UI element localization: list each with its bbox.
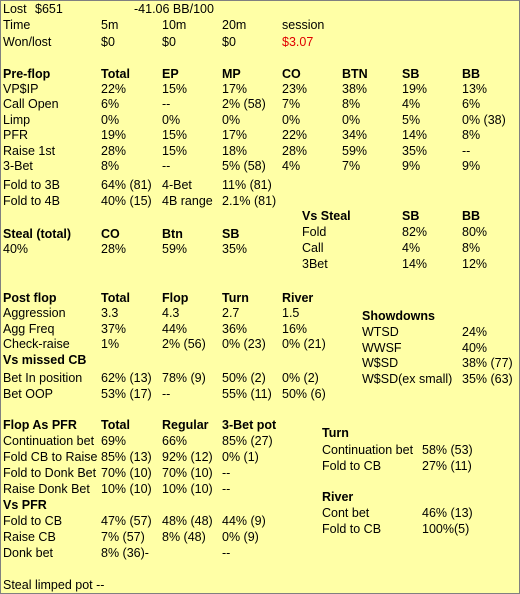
preflop-stat-value: 15% <box>162 82 188 96</box>
preflop-stat-value: 5% <box>402 112 421 127</box>
postflop-cell: Agg Freq <box>3 321 55 336</box>
missed-cb-cell: 53% (17) <box>101 386 152 401</box>
fold-to-4b-cell: 40% (15) <box>101 194 152 208</box>
preflop-stat-value: 19% <box>101 128 127 143</box>
postflop-header: Flop <box>162 291 189 305</box>
flop-pfr-cell: 92% (12) <box>162 450 213 464</box>
preflop-stat-value: 38% <box>342 82 368 96</box>
won-lost-value: $0 <box>222 35 236 49</box>
vs-pfr-cell: Donk bet <box>3 546 54 560</box>
turn-stat-label: Continuation bet <box>322 443 414 457</box>
postflop-cell: Check-raise <box>3 337 70 351</box>
steal-value: 40% <box>3 242 29 256</box>
turn-stat-value: 27% (11) <box>422 459 472 473</box>
flop-pfr-cell: Fold to Donk Bet <box>3 466 97 480</box>
missed-cb-cell: 50% (6) <box>282 386 326 401</box>
preflop-stat-label: PFR <box>3 128 28 143</box>
turn-stat-label: Fold to CB <box>322 459 382 473</box>
missed-cb-cell: 55% (11) <box>222 386 272 401</box>
missed-cb-cell: -- <box>162 386 171 401</box>
preflop-stat-value: 34% <box>342 128 368 143</box>
preflop-header: BB <box>462 67 481 81</box>
flop-pfr-cell: 85% (13) <box>101 450 152 464</box>
flop-pfr-header: Flop As PFR <box>3 418 77 432</box>
vs-pfr-cell: 8% (48) <box>162 530 206 544</box>
vs-missed-cb-title: Vs missed CB <box>3 353 87 367</box>
flop-pfr-cell: -- <box>222 482 231 496</box>
vs-steal-cell: 8% <box>462 241 481 255</box>
preflop-stat-value: 8% <box>462 128 481 143</box>
flop-pfr-cell: 10% (10) <box>162 482 213 496</box>
preflop-stat-value: 14% <box>402 128 428 143</box>
vs-steal-cell: 3Bet <box>302 257 328 271</box>
preflop-stat-label: Call Open <box>3 97 59 112</box>
preflop-stat-value: 5% (58) <box>222 159 266 173</box>
preflop-stat-value: 28% <box>101 143 127 158</box>
preflop-header: CO <box>282 67 301 81</box>
preflop-stat-value: 13% <box>462 82 488 96</box>
postflop-header: Post flop <box>3 291 57 305</box>
preflop-stat-value: -- <box>462 143 471 158</box>
preflop-header: SB <box>402 67 420 81</box>
lost-label: Lost <box>3 2 27 16</box>
preflop-stat-value: 6% <box>101 97 120 112</box>
showdown-stat-value: 40% <box>462 340 488 355</box>
flop-pfr-header: Regular <box>162 418 209 432</box>
steal-header: CO <box>101 227 120 241</box>
postflop-cell: 2% (56) <box>162 337 206 351</box>
fold-to-3b-cell: 11% (81) <box>222 178 272 192</box>
fold-to-3b-cell: 4-Bet <box>162 178 192 192</box>
preflop-stat-value: 15% <box>162 143 188 158</box>
missed-cb-cell: 62% (13) <box>101 371 152 385</box>
preflop-stat-value: 4% <box>402 97 421 112</box>
vs-steal-cell: Fold <box>302 225 327 239</box>
postflop-header: Turn <box>222 291 249 305</box>
preflop-stat-value: 0% <box>222 112 241 127</box>
preflop-stat-value: 22% <box>282 128 308 143</box>
postflop-cell: 4.3 <box>162 306 180 320</box>
postflop-cell: 44% <box>162 321 188 336</box>
preflop-stat-value: -- <box>162 159 171 173</box>
flop-pfr-cell: Fold CB to Raise <box>3 450 98 464</box>
preflop-header: EP <box>162 67 179 81</box>
preflop-stat-value: 18% <box>222 143 248 158</box>
postflop-cell: 0% (21) <box>282 337 326 351</box>
missed-cb-cell: 50% (2) <box>222 371 266 385</box>
preflop-stat-value: 35% <box>402 143 428 158</box>
preflop-stat-value: 7% <box>342 159 361 173</box>
postflop-cell: Aggression <box>3 306 66 320</box>
vs-steal-cell: 14% <box>402 257 428 271</box>
vs-pfr-cell: 44% (9) <box>222 514 266 528</box>
preflop-stat-value: 0% <box>101 112 120 127</box>
river-title: River <box>322 490 354 504</box>
vs-steal-header: SB <box>402 209 420 223</box>
turn-stat-value: 58% (53) <box>422 443 473 457</box>
time-column-header: 10m <box>162 18 187 32</box>
preflop-header: Total <box>101 67 130 81</box>
missed-cb-cell: 78% (9) <box>162 371 206 385</box>
preflop-stat-value: -- <box>162 97 171 112</box>
preflop-stat-value: 59% <box>342 143 368 158</box>
flop-pfr-cell: 69% <box>101 434 127 448</box>
missed-cb-cell: Bet In position <box>3 371 83 385</box>
flop-pfr-cell: 70% (10) <box>101 466 152 480</box>
vs-steal-cell: 82% <box>402 225 428 239</box>
time-column-header: 5m <box>101 18 119 32</box>
bb-per-100: -41.06 BB/100 <box>134 2 214 16</box>
flop-pfr-cell: Raise Donk Bet <box>3 482 90 496</box>
fold-to-4b-cell: 4B range <box>162 194 213 208</box>
postflop-cell: 1.5 <box>282 306 300 320</box>
preflop-header: Pre-flop <box>3 67 51 81</box>
preflop-stat-value: 8% <box>101 159 120 173</box>
fold-to-4b-cell: 2.1% (81) <box>222 194 277 208</box>
flop-pfr-cell: -- <box>222 466 231 480</box>
vs-pfr-cell: 0% (9) <box>222 530 259 544</box>
lost-value: $651 <box>35 2 63 16</box>
postflop-cell: 37% <box>101 321 127 336</box>
vs-steal-cell: 80% <box>462 225 488 239</box>
vs-steal-cell: 4% <box>402 241 421 255</box>
vs-pfr-cell: -- <box>222 546 231 560</box>
fold-to-4b-cell: Fold to 4B <box>3 194 60 208</box>
fold-to-3b-cell: Fold to 3B <box>3 178 60 192</box>
flop-pfr-header: 3-Bet pot <box>222 418 277 432</box>
flop-pfr-cell: 0% (1) <box>222 450 259 464</box>
preflop-header: BTN <box>342 67 368 81</box>
showdown-stat-label: W$SD(ex small) <box>362 371 453 386</box>
preflop-stat-value: 6% <box>462 97 481 112</box>
flop-pfr-cell: 66% <box>162 434 188 448</box>
preflop-stat-value: 22% <box>101 82 127 96</box>
preflop-stat-value: 15% <box>162 128 188 143</box>
vs-steal-header: BB <box>462 209 481 223</box>
flop-pfr-cell: Continuation bet <box>3 434 95 448</box>
fold-to-3b-cell: 64% (81) <box>101 178 152 192</box>
postflop-header: River <box>282 291 314 305</box>
flop-pfr-cell: 10% (10) <box>101 482 152 496</box>
vs-pfr-cell: 48% (48) <box>162 514 213 528</box>
vs-pfr-title: Vs PFR <box>3 498 47 512</box>
vs-steal-cell: Call <box>302 241 324 255</box>
missed-cb-cell: Bet OOP <box>3 386 54 401</box>
preflop-stat-value: 28% <box>282 143 308 158</box>
showdown-stat-label: W$SD <box>362 356 399 370</box>
preflop-stat-label: 3-Bet <box>3 159 33 173</box>
time-column-header: session <box>282 18 325 32</box>
won-lost-value: $0 <box>101 35 115 49</box>
flop-pfr-header: Total <box>101 418 130 432</box>
steal-header: Steal (total) <box>3 227 72 241</box>
won-lost-value: $0 <box>162 35 176 49</box>
won-lost-value: $3.07 <box>282 35 314 49</box>
preflop-stat-label: VP$IP <box>3 82 39 96</box>
steal-value: 35% <box>222 242 248 256</box>
steal-value: 28% <box>101 242 127 256</box>
preflop-stat-value: 17% <box>222 128 248 143</box>
steal-header: Btn <box>162 227 183 241</box>
vs-pfr-cell: Raise CB <box>3 530 56 544</box>
preflop-stat-value: 17% <box>222 82 248 96</box>
preflop-stat-value: 23% <box>282 82 308 96</box>
river-stat-value: 100%(5) <box>422 522 470 536</box>
river-stat-label: Fold to CB <box>322 522 382 536</box>
time-column-header: Time <box>3 18 31 32</box>
flop-pfr-cell: 85% (27) <box>222 434 273 448</box>
postflop-cell: 0% (23) <box>222 337 266 351</box>
steal-limped-pot: Steal limped pot -- <box>3 578 105 592</box>
postflop-header: Total <box>101 291 130 305</box>
steal-header: SB <box>222 227 240 241</box>
preflop-stat-value: 9% <box>462 159 481 173</box>
preflop-stat-value: 0% <box>342 112 361 127</box>
missed-cb-cell: 0% (2) <box>282 371 319 385</box>
preflop-stat-value: 7% <box>282 97 301 112</box>
postflop-cell: 3.3 <box>101 306 119 320</box>
preflop-stat-value: 0% (38) <box>462 112 506 127</box>
river-stat-label: Cont bet <box>322 506 370 520</box>
showdown-stat-label: WWSF <box>362 340 402 355</box>
showdown-stat-value: 24% <box>462 325 488 339</box>
vs-steal-cell: 12% <box>462 257 488 271</box>
preflop-stat-value: 0% <box>282 112 301 127</box>
vs-steal-header: Vs Steal <box>302 209 351 223</box>
turn-title: Turn <box>322 426 349 440</box>
showdown-stat-value: 38% (77) <box>462 356 513 370</box>
showdown-stat-value: 35% (63) <box>462 371 513 386</box>
showdowns-title: Showdowns <box>362 309 435 323</box>
preflop-stat-value: 8% <box>342 97 361 112</box>
flop-pfr-cell: 70% (10) <box>162 466 213 480</box>
vs-pfr-cell: Fold to CB <box>3 514 63 528</box>
preflop-stat-value: 2% (58) <box>222 97 266 112</box>
preflop-header: MP <box>222 67 241 81</box>
time-column-header: 20m <box>222 18 247 32</box>
preflop-stat-label: Raise 1st <box>3 143 56 158</box>
vs-pfr-cell: 47% (57) <box>101 514 152 528</box>
preflop-stat-value: 9% <box>402 159 421 173</box>
won-lost-label: Won/lost <box>3 35 52 49</box>
preflop-stat-value: 19% <box>402 82 428 96</box>
postflop-cell: 16% <box>282 321 308 336</box>
showdown-stat-label: WTSD <box>362 325 399 339</box>
steal-value: 59% <box>162 242 188 256</box>
postflop-cell: 1% <box>101 337 120 351</box>
preflop-stat-label: Limp <box>3 112 31 127</box>
postflop-cell: 36% <box>222 321 248 336</box>
vs-pfr-cell: 7% (57) <box>101 530 145 544</box>
postflop-cell: 2.7 <box>222 306 240 320</box>
river-stat-value: 46% (13) <box>422 506 473 520</box>
vs-pfr-cell: 8% (36)- <box>101 546 149 560</box>
preflop-stat-value: 0% <box>162 112 181 127</box>
preflop-stat-value: 4% <box>282 159 301 173</box>
